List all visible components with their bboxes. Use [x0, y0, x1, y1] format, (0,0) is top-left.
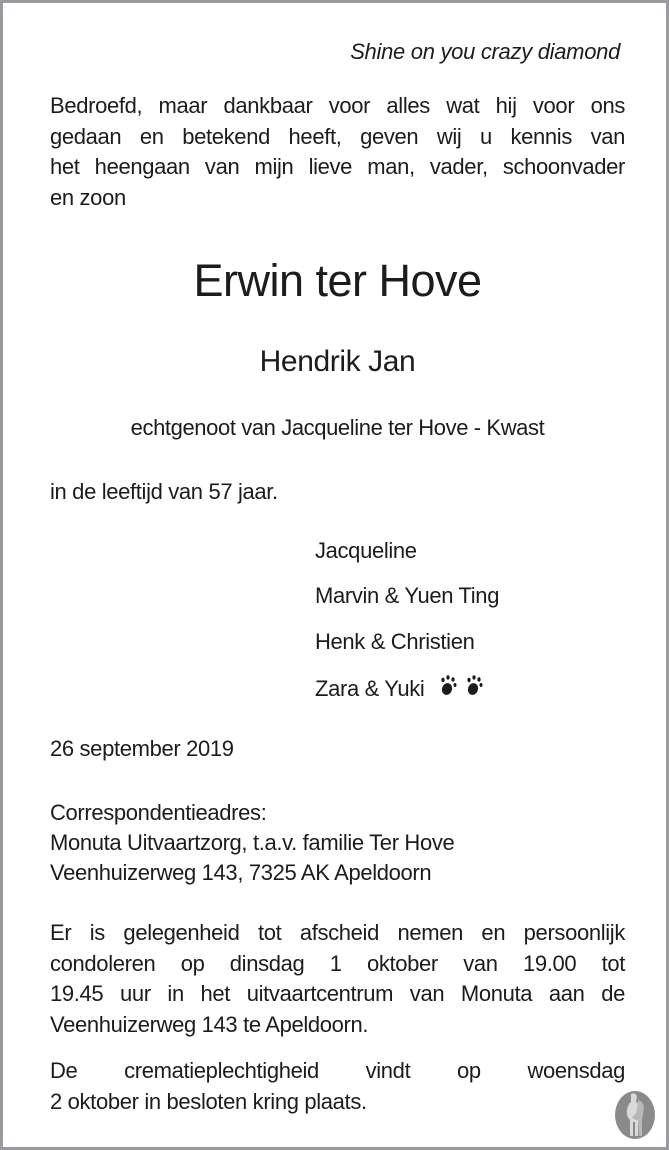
cremation-paragraph: [50, 1056, 625, 1117]
intro-paragraph: [50, 91, 625, 213]
notice-date: 26 september 2019: [50, 736, 234, 761]
intro-line: gedaan en betekend heeft, geven wij u kennis van: [50, 123, 625, 149]
motto: Shine on you crazy diamond: [350, 39, 620, 64]
correspondence-line: Monuta Uitvaartzorg, t.a.v. familie Ter Hove: [50, 830, 455, 855]
family-member: Henk & Christien: [315, 629, 475, 654]
age-line: in de leeftijd van 57 jaar.: [50, 479, 278, 504]
family-member: Marvin & Yuen Ting: [315, 583, 500, 608]
cremation-line: 2 oktober in besloten kring plaats.: [50, 1088, 367, 1114]
correspondence-line: Veenhuizerweg 143, 7325 AK Apeldoorn: [50, 860, 432, 885]
deceased-name: Erwin ter Hove: [193, 255, 482, 306]
correspondence-address: [50, 798, 454, 888]
condolence-paragraph: [50, 918, 625, 1040]
condolence-line: Veenhuizerweg 143 te Apeldoorn.: [50, 1011, 369, 1037]
family-member: Zara & Yuki: [315, 676, 425, 701]
family-member: Jacqueline: [315, 538, 417, 563]
cremation-line: De crematieplechtigheid vindt op woensdag: [50, 1058, 625, 1083]
family-member-pets: [315, 675, 486, 703]
spouse-line: echtgenoot van Jacqueline ter Hove - Kwast: [130, 415, 545, 440]
given-names: Hendrik Jan: [259, 345, 416, 378]
intro-line: Bedroefd, maar dankbaar voor alles wat hij voor ons: [50, 93, 625, 118]
intro-line: het heengaan van mijn lieve man, vader, schoonvader: [50, 154, 625, 179]
paw-prints-icon: [438, 675, 486, 703]
condolence-line: Er is gelegenheid tot afscheid nemen en persoonlijk: [50, 920, 625, 945]
condolence-line: condoleren op dinsdag 1 oktober van 19.00 tot: [50, 950, 625, 976]
embracing-figures-logo-icon: [611, 1088, 659, 1140]
correspondence-label: Correspondentieadres:: [50, 800, 267, 825]
condolence-line: 19.45 uur in het uitvaartcentrum van Monuta aan de: [50, 981, 625, 1006]
intro-line: en zoon: [50, 184, 126, 210]
